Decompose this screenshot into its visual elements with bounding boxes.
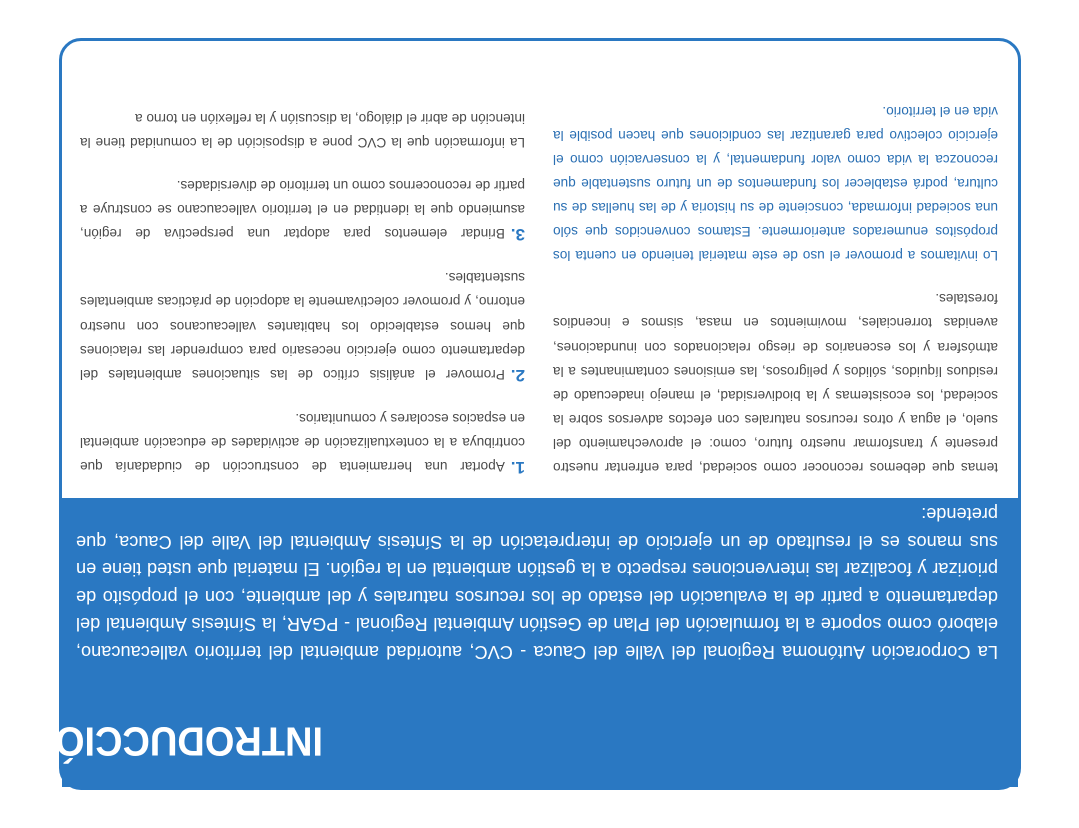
intro-header [27, 498, 1018, 787]
objective-item [80, 173, 525, 246]
objective-number: 1. [510, 458, 525, 477]
discussion-column [553, 80, 998, 479]
invitation-paragraph: Lo invitamos a promover el uso de este material teniendo en cuenta los propósitos enumerados anteriormente. Estamos convencidos que sólo una sociedad informada, consciente de su historia y de las huellas de su cultura, podrá establecer los fundamentos de un futuro sustentable que reconozca la vida como valor fundamental, y la conservación como el ejercicio colectivo para garantizar las condiciones que hacen posible la vida en el territorio. [553, 103, 998, 264]
continuation-paragraph: temas que debemos reconocer como sociedad, para enfrentar nuestro presente y transformar nuestro futuro, como: el aprovechamiento del suelo, el agua y otros recursos naturales con efectos adversos sobre la sociedad, los ecosistemas y la biodiversidad, el manejo inadecuado de residuos líquidos, sólidos y peligrosos, las emisiones contaminantes a la atmósfera y los escenarios de riesgo relacionados con inundaciones, avenidas torrenciales, movimientos en masa, sismos e incendios forestales. [553, 291, 998, 475]
objective-text: Promover el análisis crítico de las situaciones ambientales del departamento como ejercicio necesario para comprender las relaciones que hemos establecido los habitantes vallecaucanos con nuestro entorno, y promover colectivamente la adopción de prácticas ambientales sustentables. [80, 270, 525, 382]
page-title: INTRODUCCIÓN [27, 717, 323, 763]
objectives-column [80, 87, 525, 479]
intro-paragraph: La Corporación Autónoma Regional del Valle del Cauca - CVC, autoridad ambiental del territorio vallecaucano, elaboró como soporte a la formulación del Plan de Gestión Ambiental Regional - PGAR, la Síntesis Ambiental del departamento a partir de la evaluación del estado de los recursos naturales y del ambiente, con el propósito de priorizar y focalizar las intervenciones respecto a la gestión ambiental en la región. El material que usted tiene en sus manos es el resultado de un ejercicio de interpretación de la Síntesis Ambiental del Valle del Cauca, que pretende: [76, 504, 998, 662]
objective-number: 2. [510, 365, 525, 385]
objective-text: Aportar una herramienta de construcción de ciudadanía que contribuya a la contextualización de actividades de educación ambiental en espacios escolares y comunitarios. [80, 410, 525, 474]
objective-item [80, 406, 525, 479]
content-card [27, 38, 1021, 790]
objective-text: Brindar elementos para adoptar una perspectiva de región, asumiendo que la identidad en el territorio vallecaucano se construye a partir de reconocernos como un territorio de diversidades. [80, 178, 525, 242]
closing-paragraph: La información que la CVC pone a disposición de la comunidad tiene la intención de abrir el diálogo, la discusión y la reflexión en torno a [80, 110, 525, 150]
objective-item [80, 265, 525, 386]
objective-number: 3. [510, 225, 525, 245]
